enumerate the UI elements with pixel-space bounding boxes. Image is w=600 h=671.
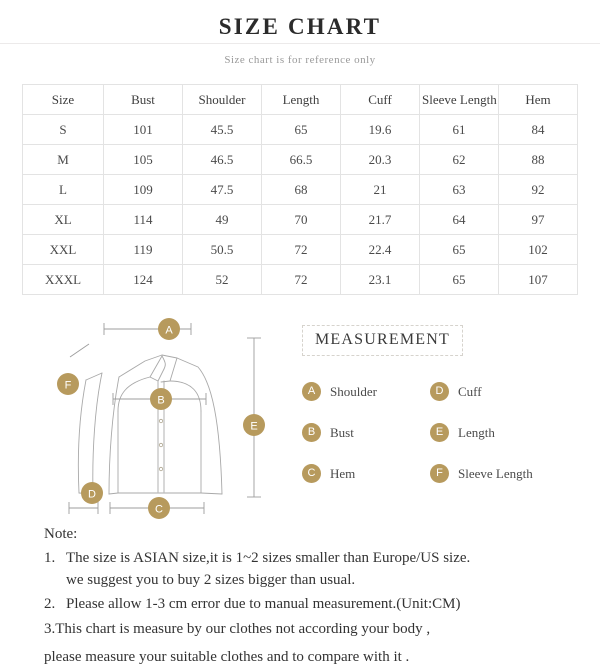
column-header-cuff: Cuff (341, 85, 420, 115)
legend-item-shoulder (302, 382, 430, 401)
cell-sleeve-length: 65 (420, 235, 499, 265)
cell-shoulder: 50.5 (183, 235, 262, 265)
cell-length: 65 (262, 115, 341, 145)
cell-hem: 92 (499, 175, 578, 205)
svg-text:F: F (64, 379, 72, 392)
note-2-number: 2. (44, 596, 56, 612)
cell-hem: 88 (499, 145, 578, 175)
cell-size: L (23, 175, 104, 205)
diagram-marker-d (81, 482, 103, 504)
size-table-container (22, 84, 578, 295)
table-row (23, 235, 578, 265)
legend-label-shoulder: Shoulder (330, 383, 377, 399)
cell-shoulder: 46.5 (183, 145, 262, 175)
cell-size: S (23, 115, 104, 145)
diagram-marker-e (243, 414, 265, 436)
measurement-section (0, 311, 600, 526)
cell-cuff: 22.4 (341, 235, 420, 265)
notes-heading: Note: (44, 526, 78, 542)
cell-hem: 102 (499, 235, 578, 265)
svg-text:C: C (155, 503, 163, 516)
garment-diagram (46, 311, 298, 523)
note-1-line-1: The size is ASIAN size,it is 1~2 sizes smaller than Europe/US size. (66, 550, 471, 566)
cell-size: XXXL (23, 265, 104, 295)
page-header (0, 0, 600, 66)
note-item-3: 3.This chart is measure by our clothes not according your body , (44, 621, 431, 637)
cell-bust: 105 (104, 145, 183, 175)
legend-title: MEASUREMENT (302, 325, 463, 356)
cell-sleeve-length: 63 (420, 175, 499, 205)
cell-hem: 97 (499, 205, 578, 235)
note-1-line-2: we suggest you to buy 2 sizes bigger than usual. (66, 572, 356, 588)
note-item-4: please measure your suitable clothes and to compare with it . (44, 649, 410, 665)
page-title: SIZE CHART (218, 14, 382, 39)
size-table (22, 84, 578, 295)
badge-c-icon: C (302, 464, 321, 483)
svg-text:A: A (165, 324, 173, 337)
cell-shoulder: 52 (183, 265, 262, 295)
legend-label-bust: Bust (330, 424, 354, 440)
cell-sleeve-length: 64 (420, 205, 499, 235)
cell-size: XL (23, 205, 104, 235)
cell-bust: 109 (104, 175, 183, 205)
diagram-marker-a (158, 318, 180, 340)
column-header-bust: Bust (104, 85, 183, 115)
cell-cuff: 21.7 (341, 205, 420, 235)
column-header-hem: Hem (499, 85, 578, 115)
cell-cuff: 23.1 (341, 265, 420, 295)
cell-shoulder: 49 (183, 205, 262, 235)
legend-label-length: Length (458, 424, 495, 440)
table-row (23, 115, 578, 145)
measurement-legend (302, 325, 572, 483)
cell-shoulder: 45.5 (183, 115, 262, 145)
badge-d-icon: D (430, 382, 449, 401)
cell-sleeve-length: 61 (420, 115, 499, 145)
notes-section (44, 524, 574, 671)
diagram-marker-b (150, 388, 172, 410)
legend-item-length (430, 423, 570, 442)
cell-cuff: 20.3 (341, 145, 420, 175)
table-row (23, 145, 578, 175)
badge-b-icon: B (302, 423, 321, 442)
column-header-sleeve-length: Sleeve Length (420, 85, 499, 115)
legend-item-cuff (430, 382, 570, 401)
header-divider (0, 43, 600, 44)
table-header-row (23, 85, 578, 115)
cell-bust: 114 (104, 205, 183, 235)
cell-shoulder: 47.5 (183, 175, 262, 205)
table-row (23, 175, 578, 205)
column-header-shoulder: Shoulder (183, 85, 262, 115)
note-2-text: Please allow 1-3 cm error due to manual measurement.(Unit:CM) (66, 596, 461, 612)
cell-cuff: 19.6 (341, 115, 420, 145)
cell-sleeve-length: 62 (420, 145, 499, 175)
badge-a-icon: A (302, 382, 321, 401)
note-item-2 (44, 593, 574, 615)
legend-grid (302, 382, 572, 483)
cell-bust: 101 (104, 115, 183, 145)
cell-size: M (23, 145, 104, 175)
cell-length: 68 (262, 175, 341, 205)
legend-item-bust (302, 423, 430, 442)
table-row (23, 205, 578, 235)
svg-text:B: B (157, 394, 165, 407)
column-header-size: Size (23, 85, 104, 115)
cell-length: 72 (262, 265, 341, 295)
diagram-marker-c (148, 497, 170, 519)
cell-cuff: 21 (341, 175, 420, 205)
cell-size: XXL (23, 235, 104, 265)
page-subtitle: Size chart is for reference only (224, 54, 376, 66)
legend-item-hem (302, 464, 430, 483)
cell-hem: 84 (499, 115, 578, 145)
cell-sleeve-length: 65 (420, 265, 499, 295)
legend-label-hem: Hem (330, 465, 356, 481)
badge-e-icon: E (430, 423, 449, 442)
table-row (23, 265, 578, 295)
cell-length: 70 (262, 205, 341, 235)
cell-length: 72 (262, 235, 341, 265)
diagram-marker-f (57, 373, 79, 395)
legend-item-sleeve-length (430, 464, 570, 483)
cell-hem: 107 (499, 265, 578, 295)
legend-label-cuff: Cuff (458, 383, 482, 399)
cell-bust: 124 (104, 265, 183, 295)
cell-bust: 119 (104, 235, 183, 265)
column-header-length: Length (262, 85, 341, 115)
badge-f-icon: F (430, 464, 449, 483)
legend-label-sleeve-length: Sleeve Length (458, 465, 533, 481)
note-1-number: 1. (44, 550, 56, 566)
note-item-1 (44, 547, 574, 569)
svg-text:D: D (88, 488, 96, 501)
cell-length: 66.5 (262, 145, 341, 175)
shirt-diagram-svg (46, 311, 298, 523)
svg-text:E: E (250, 420, 258, 433)
